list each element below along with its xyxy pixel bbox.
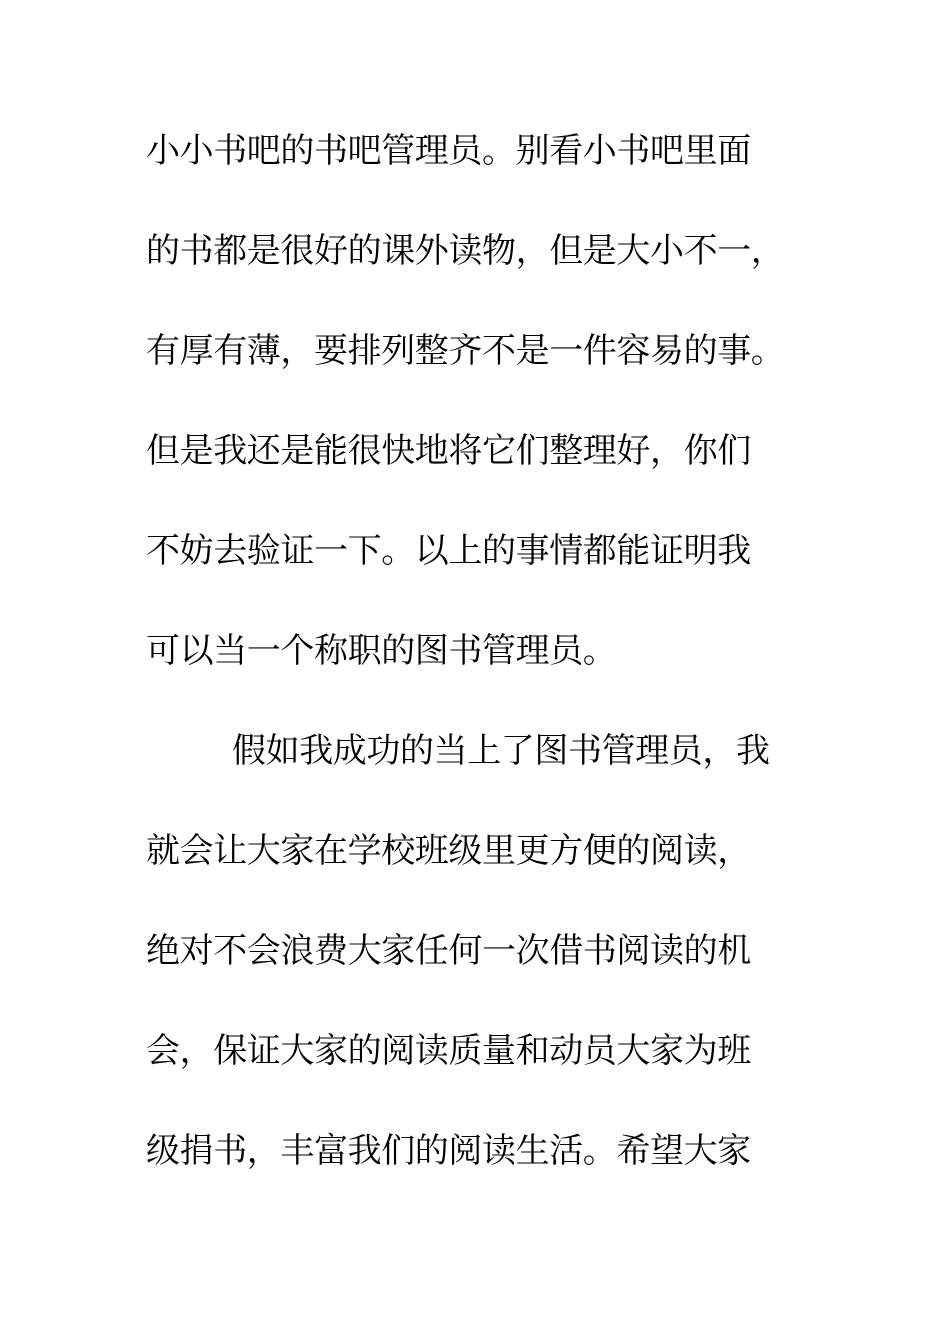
text-line: 不妨去验证一下。以上的事情都能证明我 <box>146 531 751 571</box>
text-line: 会，保证大家的阅读质量和动员大家为班 <box>146 1031 751 1071</box>
text-line: 小小书吧的书吧管理员。别看小书吧里面 <box>146 131 751 171</box>
text-line: 就会让大家在学校班级里更方便的阅读， <box>146 831 751 871</box>
text-line: 但是我还是能很快地将它们整理好，你们 <box>146 431 751 471</box>
text-line: 有厚有薄，要排列整齐不是一件容易的事。 <box>146 331 785 371</box>
text-line: 级捐书，丰富我们的阅读生活。希望大家 <box>146 1131 751 1171</box>
text-line: 绝对不会浪费大家任何一次借书阅读的机 <box>146 931 751 971</box>
text-line: 可以当一个称职的图书管理员。 <box>146 631 617 671</box>
text-line: 的书都是很好的课外读物，但是大小不一， <box>146 231 785 271</box>
paragraph-first-line: 假如我成功的当上了图书管理员，我 <box>232 731 770 771</box>
